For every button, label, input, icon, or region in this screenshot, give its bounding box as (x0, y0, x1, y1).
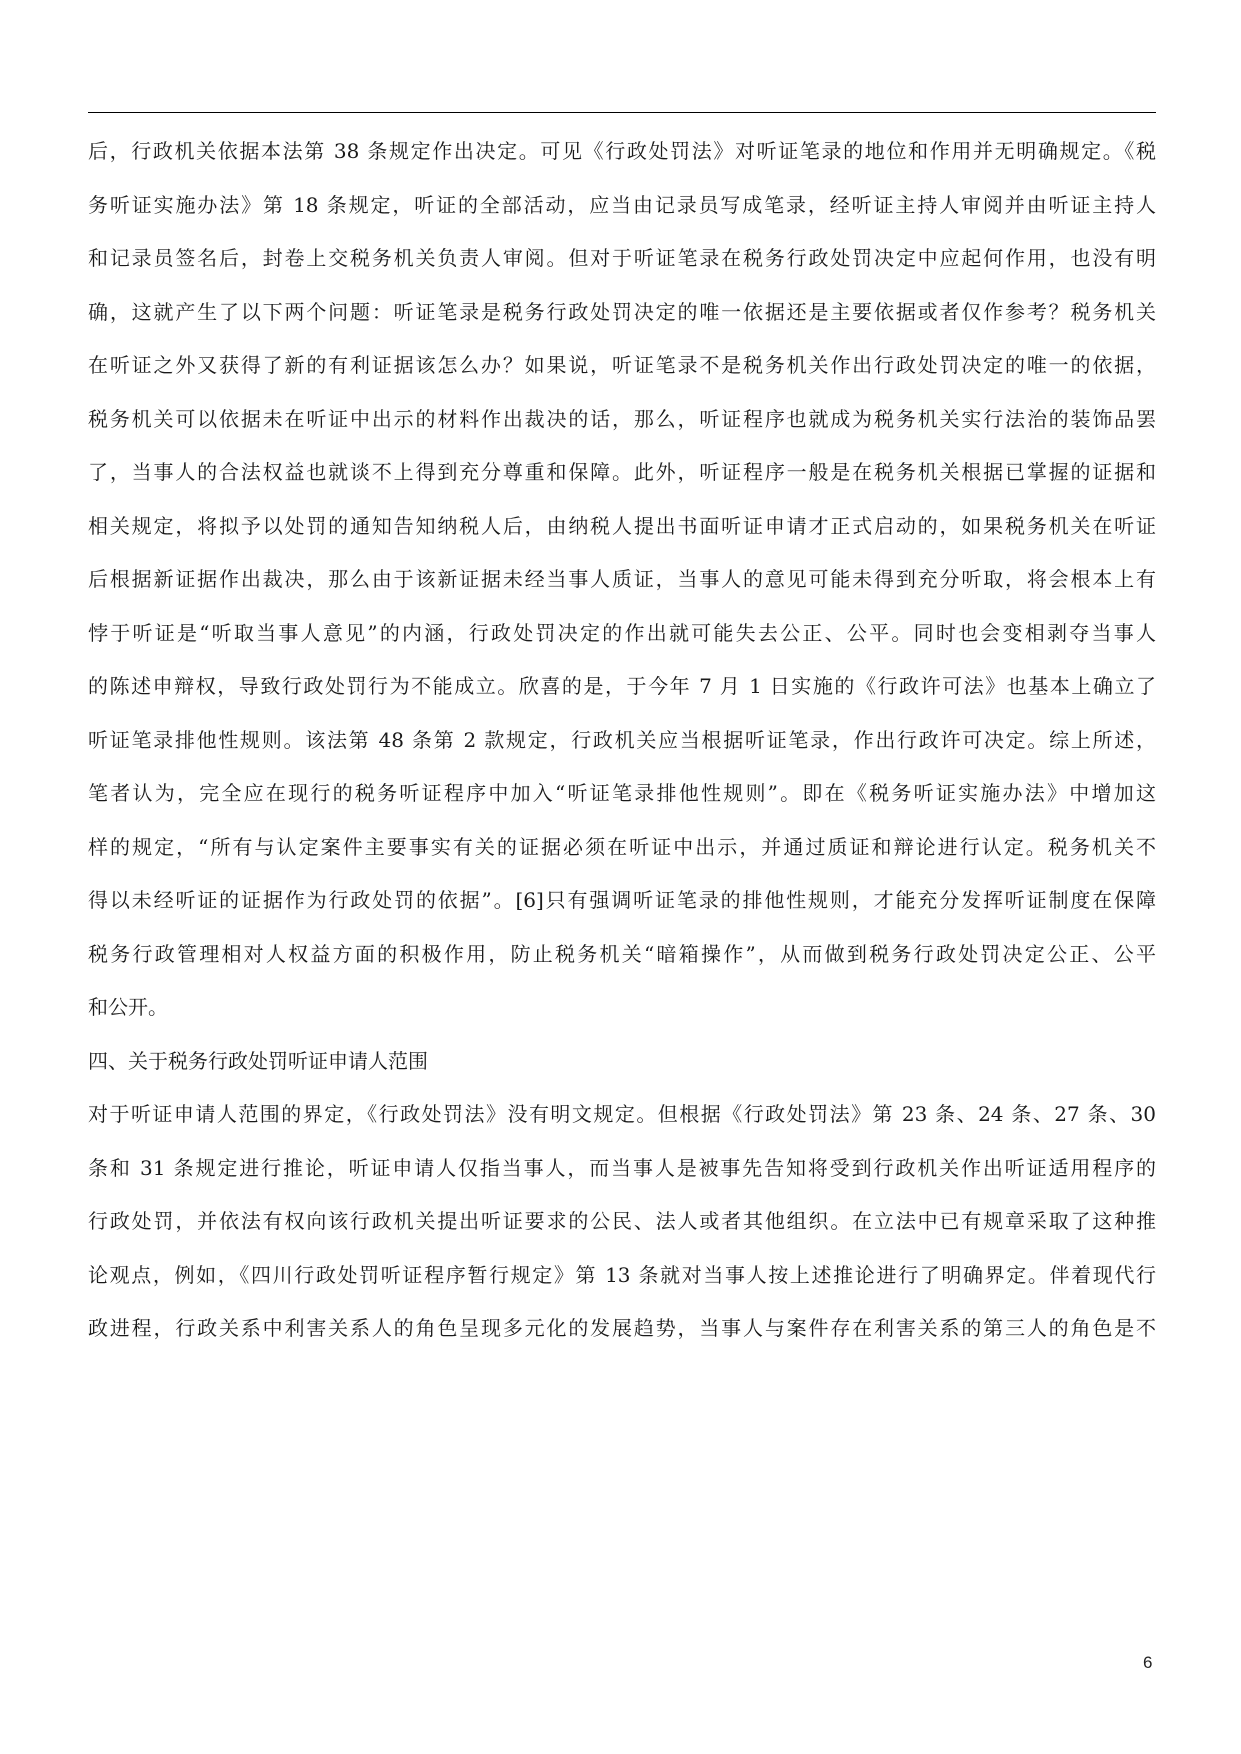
paragraph-line: 税务机关可以依据未在听证中出示的材料作出裁决的话，那么，听证程序也就成为税务机关实行法治的装饰品罢 (88, 406, 1156, 431)
paragraph-line: 后，行政机关依据本法第 38 条规定作出决定。可见《行政处罚法》对听证笔录的地位和作用并无明确规定。《税 (88, 139, 1156, 163)
paragraph-line: 听证笔录排他性规则。该法第 48 条第 2 款规定，行政机关应当根据听证笔录，作出行政许可决定。综上所述， (88, 727, 1156, 752)
paragraph-line: 条和 31 条规定进行推论，听证申请人仅指当事人，而当事人是被事先告知将受到行政机关作出听证适用程序的 (88, 1155, 1156, 1180)
paragraph-line: 税务行政管理相对人权益方面的积极作用，防止税务机关“暗箱操作”，从而做到税务行政处罚决定公正、公平 (88, 941, 1156, 966)
header-rule (88, 112, 1156, 113)
paragraph-line: 的陈述申辩权，导致行政处罚行为不能成立。欣喜的是，于今年 7 月 1 日实施的《行政许可法》也基本上确立了 (88, 674, 1156, 698)
paragraph-line: 了，当事人的合法权益也就谈不上得到充分尊重和保障。此外，听证程序一般是在税务机关根据已掌握的证据和 (88, 460, 1156, 484)
paragraph-line: 样的规定，“所有与认定案件主要事实有关的证据必须在听证中出示，并通过质证和辩论进行认定。税务机关不 (88, 834, 1156, 859)
document-body (88, 130, 1156, 1361)
paragraph-line: 笔者认为，完全应在现行的税务听证程序中加入“听证笔录排他性规则”。即在《税务听证实施办法》中增加这 (88, 781, 1156, 805)
paragraph-line: 相关规定，将拟予以处罚的通知告知纳税人后，由纳税人提出书面听证申请才正式启动的，如果税务机关在听证 (88, 513, 1156, 538)
paragraph-line: 和公开。 (88, 995, 168, 1019)
paragraph-line: 和记录员签名后，封卷上交税务机关负责人审阅。但对于听证笔录在税务行政处罚决定中应起何作用，也没有明 (88, 246, 1156, 270)
paragraph-line: 对于听证申请人范围的界定，《行政处罚法》没有明文规定。但根据《行政处罚法》第 23 条、24 条、27 条、30 (88, 1102, 1156, 1126)
paragraph-line: 在听证之外又获得了新的有利证据该怎么办？如果说，听证笔录不是税务机关作出行政处罚决定的唯一的依据， (88, 353, 1156, 377)
paragraph-line: 后根据新证据作出裁决，那么由于该新证据未经当事人质证，当事人的意见可能未得到充分听取，将会根本上有 (88, 567, 1156, 591)
page-number: 6 (1143, 1653, 1153, 1672)
paragraph-line: 务听证实施办法》第 18 条规定，听证的全部活动，应当由记录员写成笔录，经听证主持人审阅并由听证主持人 (88, 192, 1156, 217)
paragraph-line: 悖于听证是“听取当事人意见”的内涵，行政处罚决定的作出就可能失去公正、公平。同时也会变相剥夺当事人 (88, 620, 1156, 645)
paragraph-line: 行政处罚，并依法有权向该行政机关提出听证要求的公民、法人或者其他组织。在立法中已有规章采取了这种推 (88, 1209, 1156, 1233)
section-heading: 四、关于税务行政处罚听证申请人范围 (88, 1048, 428, 1073)
paragraph-line: 论观点，例如，《四川行政处罚听证程序暂行规定》第 13 条就对当事人按上述推论进行了明确界定。伴着现代行 (88, 1262, 1156, 1287)
paragraph-line: 确，这就产生了以下两个问题：听证笔录是税务行政处罚决定的唯一依据还是主要依据或者仅作参考？税务机关 (88, 299, 1156, 324)
paragraph-line: 政进程，行政关系中利害关系人的角色呈现多元化的发展趋势，当事人与案件存在利害关系的第三人的角色是不 (88, 1316, 1156, 1340)
paragraph-line: 得以未经听证的证据作为行政处罚的依据”。[6]只有强调听证笔录的排他性规则，才能充分发挥听证制度在保障 (88, 888, 1156, 912)
